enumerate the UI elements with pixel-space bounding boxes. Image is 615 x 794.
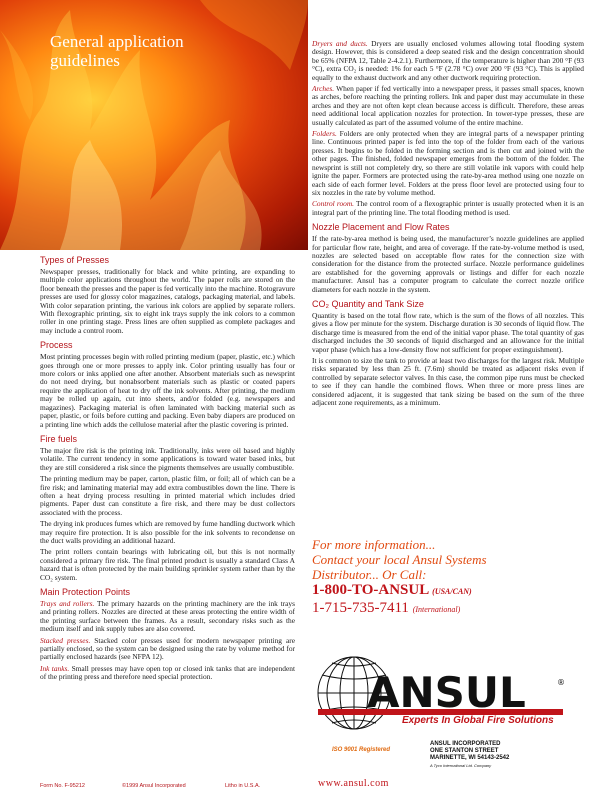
arches-lead: Arches. <box>312 84 335 94</box>
trays-lead: Trays and rollers. <box>40 599 95 608</box>
stacked-lead: Stacked presses. <box>40 635 91 645</box>
page-title <box>50 32 184 70</box>
phone-international <box>312 600 592 618</box>
nozzle-heading: Nozzle Placement and Flow Rates <box>312 222 450 233</box>
stacked-text: Stacked color presses used for modern newspaper printing are partially enclosed, so the system can be designed using the rate by volume method for partially enclosed hazards (see NFPA 12). <box>40 635 295 662</box>
fire-paragraph-3: The drying ink produces fumes which are removed by fume handling ductwork which may require fire protection. It is also possible for the ink solvents to recondense on the duct walls providing an additional hazard. <box>40 519 295 545</box>
logo-wordmark: ANSUL <box>367 668 526 717</box>
process-text: Most printing processes begin with rolled printing medium (paper, plastic, etc.) which goes through one or more presses to apply ink. Color printing usually has four or more colors or inks applied one after another. Absorbent materials such as newsprint do not need drying, but nonabsorbent materials such as plastic or coated papers require the application of heat to dry off the ink solvents. After printing, the medium may be rolled up again, cut into sheets, and/or folded (e.g. newspapers and magazines). Packaging material is often laminated with backing material such as paper, plastic, or foils before cutting and packing. Even baby diapers are produced on a printing line which adds the cellulose material after the plastic covering is printed. <box>40 352 295 429</box>
contact-block <box>312 537 592 618</box>
types-text: Newspaper presses, traditionally for black and white printing, are expanding to multiple color applications throughout the world. The paper rolls are stored on the floor beneath the presses and the paper is fed vertically into the machine. Rotogravure presses are used for glossy color magazines, catalogs, packaging material, and labels. With color separation printing, the various ink colors are applied by separate rollers. With flexographic printing, six to eight ink trays supply the ink colors to a common roller in one printing stage. Press lines are often supplied as complete packages and may include a control room. <box>40 267 295 335</box>
folders-paragraph <box>312 130 584 197</box>
fire-paragraph-4: The print rollers contain bearings with lubricating oil, but this is not normally considered a primary fire risk. The final printed product is usually a standard Class A hazard that is often protected by the main building sprinkler system rather than by the CO₂ system. <box>40 547 295 582</box>
left-column <box>40 252 295 685</box>
phone-usa-number[interactable]: 1-800-TO-ANSUL <box>312 582 429 598</box>
copyright: ©1999 Ansul Incorporated <box>122 783 186 789</box>
dryers-text: Dryers are usually enclosed volumes allowing total flooding system design. However, this is considered a deep seated risk and the design concentration should be 65% (NFPA 12, Table 2-4.2.1). Furthermore, if the temperature is higher than 200 °F (93 °C), extra CO₂ is needed: 1% for each 5 °F (2.78 °C) over 200 °F (93 °C). This is applied equally to the exhaust ductwork and any other ductwork requiring protection. <box>312 39 584 82</box>
title-line-1: General application <box>50 32 184 51</box>
arches-paragraph <box>312 85 584 127</box>
phone-usa-note: (USA/CAN) <box>432 587 472 596</box>
fire-image <box>0 0 308 250</box>
ink-lead: Ink tanks. <box>40 663 70 673</box>
nozzle-text: If the rate-by-area method is being used, the manufacturer’s nozzle guidelines are applied for particular flow rate, height, and area of coverage. If the rate-by-volume method is used, nozzles are selected based on acceptable flow rates for the connection size with consideration for the distance from the protected surface. Nozzle performance guidelines are established for the governing approvals or listings and differ for each nozzle manufacturer. Ansul has a computer program to calculate the correct nozzle orifice diameters for each nozzle in the system. <box>312 234 584 294</box>
trays-text: The primary hazards on the printing machinery are the ink trays and printing rollers. Nozzles are directed at these areas protecting the entire width of the printing surface between the frames. As a result, secondary risks such as the medium itself and ink supply tubes are also covered. <box>40 599 295 634</box>
ink-paragraph <box>40 665 295 682</box>
company-trademark: A Tyco International Ltd. Company <box>430 763 492 768</box>
info-line-2: Contact your local Ansul Systems <box>312 552 487 567</box>
company-street: ONE STANTON STREET <box>430 748 499 754</box>
company-address <box>430 741 509 769</box>
info-line-1: For more information... <box>312 537 436 552</box>
phone-intl-note: (International) <box>412 605 461 614</box>
company-name: ANSUL INCORPORATED <box>430 741 501 747</box>
main-protection-heading: Main Protection Points <box>40 587 131 597</box>
fire-paragraph-2: The printing medium may be paper, carton, plastic film, or foil; all of which can be a fire risk; and laminating material may add extra combustibles down the line. There is often a heat drying process resulting in printed material which includes dried pigments. Paper dust can constitute a fire risk, and there may be dust collectors associated with the process. <box>40 474 295 517</box>
iso-registered: ISO 9001 Registered <box>332 747 391 753</box>
logo-registered-mark: ® <box>557 678 565 687</box>
dryers-paragraph <box>312 40 584 82</box>
arches-text: When paper if fed vertically into a newspaper press, it passes small spaces, known as arches, before reaching the printing rollers. Ink and paper dust may accumulate in these arches and they are not often kept clean because access is difficult. Therefore, these areas need additional local application nozzles for protection. In tower-type presses, these are usually calculated as part of the assumed volume of the entire machine. <box>312 84 584 127</box>
company-city: MARINETTE, WI 54143-2542 <box>430 755 510 761</box>
litho-note: Litho in U.S.A. <box>225 783 261 789</box>
fire-fuels-heading: Fire fuels <box>40 433 78 444</box>
globe-logo-icon <box>312 645 572 735</box>
form-number: Form No. F-95212 <box>40 783 85 789</box>
ink-text: Small presses may have open top or closed ink tanks that are independent of the printing press and therefore need special protection. <box>40 663 296 682</box>
folders-lead: Folders. <box>312 129 337 139</box>
co2-heading: CO₂ Quantity and Tank Size <box>312 298 424 309</box>
stacked-paragraph <box>40 637 295 662</box>
dryers-lead: Dryers and ducts. <box>312 39 368 48</box>
co2-paragraph-2: It is common to size the tank to provide at least two discharges for the largest risk. Multiple risks separated by less than 25 ft. (7.6m) should be treated as adjacent risks even if controlled by separate selector valves. In this case, the common pipe runs must be checked to see if they can handle the combined flows. When three or more press lines are considered adjacent, it is suggested that tank sizing be based on the sum of the three adjacent zone requirements, as a minimum. <box>312 356 584 408</box>
types-heading: Types of Presses <box>40 255 110 265</box>
ansul-logo <box>312 645 572 735</box>
control-paragraph <box>312 200 584 217</box>
fire-paragraph-1: The major fire risk is the printing ink. Traditionally, inks were oil based and highly volatile. The current tendency in some applications is toward water based inks, but they are still considered a risk since the pigments themselves are usually combustible. <box>40 445 295 472</box>
process-heading: Process <box>40 340 73 351</box>
folders-text: Folders are only protected when they are integral parts of a newspaper printing line. Continuous printed paper is fed into the top of the folder from each of the various presses. It begins to be folded in the forming section and is then cut and joined with the other pages. The finished, folded newspaper emerges from the bottom of the folder. The newsprint is still not completely dry, so there are still volatile ink vapors with could help ignite the paper. Formers are protected using the rate-by-area method using one nozzle on each side of each former level. Folders at the press floor level are protected using four to six nozzles in the rate by volume method. <box>312 129 584 197</box>
phone-usa <box>312 582 592 600</box>
website-link[interactable]: www.ansul.com <box>318 778 389 789</box>
info-line-3: Distributor... Or Call: <box>312 567 427 582</box>
co2-paragraph-1: Quantity is based on the total flow rate, which is the sum of the flows of all nozzles. This gives a flow per minute for the system. Discharge duration is 30 seconds of liquid flow. The discharge time is measured from the end of the initial vapor phase. The total quantity of gas discharged includes the 30 seconds of liquid discharged and an allowance for the initial vapor phase (which has a low-density flow not sufficient for proper extinguishment). <box>312 310 584 354</box>
control-lead: Control room. <box>312 199 355 209</box>
trays-paragraph <box>40 600 295 634</box>
title-line-2: guidelines <box>50 51 120 70</box>
right-column <box>312 40 584 410</box>
logo-tagline: Experts In Global Fire Solutions <box>402 715 554 726</box>
control-text: The control room of a flexographic printer is usually protected when it is an integral part of the printing line. The total flooding method is used. <box>312 199 584 217</box>
phone-intl-number[interactable]: 1-715-735-7411 <box>312 600 409 616</box>
